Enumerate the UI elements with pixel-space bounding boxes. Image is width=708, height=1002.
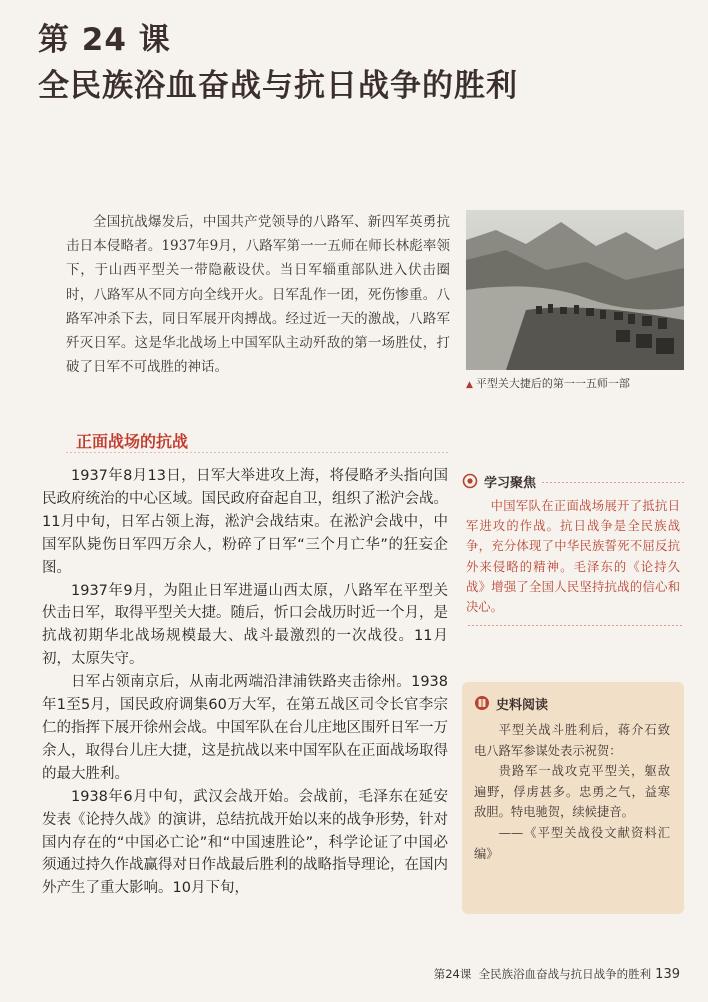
- body-paragraph: 1937年8月13日，日军大举进攻上海，将侵略矛头指向国民政府统治的中心区域。国民政府奋起自卫，组织了淞沪会战。11月中旬，日军占领上海，淞沪会战结束。在淞沪会战中，中国军队毙伤日军四万余人，粉碎了日军“三个月亡华”的狂妄企图。: [42, 468, 448, 576]
- body-paragraph: 1937年9月，为阻止日军进逼山西太原，八路军在平型关伏击日军，取得平型关大捷。随后，忻口会战历时近一个月，是抗战初期华北战场规模最大、战斗最激烈的一次战役。11月初，太原失守。: [42, 582, 448, 668]
- study-focus-header: [462, 470, 686, 492]
- footer-lesson: 第24课: [433, 967, 472, 981]
- section-divider: [66, 452, 450, 453]
- historical-photo: [466, 210, 684, 370]
- reading-source: ——《平型关战役文献资料汇编》: [474, 825, 670, 861]
- target-icon: [462, 473, 478, 489]
- body-paragraph: 日军占领南京后，从南北两端沿津浦铁路夹击徐州。1938年1至5月，国民政府调集60万大军，在第五战区司令长官李宗仁的指挥下展开徐州会战。中国军队在台儿庄地区围歼日军一万余人，取得台儿庄大捷，这是抗战以来中国军队在正面战场取得的最大胜利。: [42, 674, 448, 782]
- lesson-title: 全民族浴血奋战与抗日战争的胜利: [38, 68, 518, 104]
- study-focus-title: 学习聚焦: [484, 475, 537, 491]
- page-number: 139: [655, 967, 680, 982]
- lesson-number: 第 24 课: [38, 22, 171, 58]
- historical-reading-title: 史料阅读: [496, 697, 549, 713]
- intro-paragraph: 全国抗战爆发后，中国共产党领导的八路军、新四军英勇抗击日本侵略者。1937年9月，八路军第一一五师在师长林彪率领下，于山西平型关一带隐蔽设伏。当日军辎重部队进入伏击圈时，八路军从不同方向全线开火。日军乱作一团，死伤惨重。八路军冲杀下去，同日军展开肉搏战。经过近一天的激战，八路军歼灭日军。这是华北战场上中国军队主动歼敌的第一场胜仗，打破了日军不可战胜的神话。: [66, 214, 450, 376]
- body-paragraph: 1938年6月中旬，武汉会战开始。会战前，毛泽东在延安发表《论持久战》的演讲，总结抗战开始以来的战争形势，针对国内存在的“中国必亡论”和“中国速胜论”，科学论证了中国必须通过持久作战赢得对日作战最后胜利的战略指导理论，在国内外产生了重大影响。10月下旬，: [42, 788, 448, 897]
- study-focus-text: 中国军队在正面战场展开了抵抗日军进攻的作战。抗日战争是全民族战争，充分体现了中华民族誓死不屈反抗外来侵略的精神。毛泽东的《论持久战》增强了全国人民坚持抗战的信心和决心。: [466, 499, 680, 615]
- triangle-icon: ▲: [466, 380, 473, 390]
- dotted-divider: [468, 625, 682, 626]
- reading-quote: 贵路军一战攻克平型关，躯敌遍野，俘虏甚多。忠勇之气，益寒敌胆。特电驰贺，续候捷音。: [474, 764, 670, 820]
- historical-reading-text: [474, 720, 670, 864]
- main-body: [42, 465, 448, 900]
- study-focus-box: [462, 470, 686, 626]
- page-footer: [434, 966, 680, 982]
- dotted-divider: [542, 482, 686, 483]
- section-heading: 正面战场的抗战: [76, 432, 189, 451]
- reading-intro: 平型关战斗胜利后，蒋介石致电八路军参谋处表示祝贺：: [474, 723, 670, 758]
- footer-title: 全民族浴血奋战与抗日战争的胜利: [478, 967, 652, 981]
- book-icon: [474, 695, 490, 711]
- photo-caption-text: 平型关大捷后的第一一五师一部: [475, 377, 630, 390]
- historical-reading-header: [474, 692, 684, 714]
- photo-caption: [466, 375, 696, 391]
- historical-reading-box: [462, 682, 684, 914]
